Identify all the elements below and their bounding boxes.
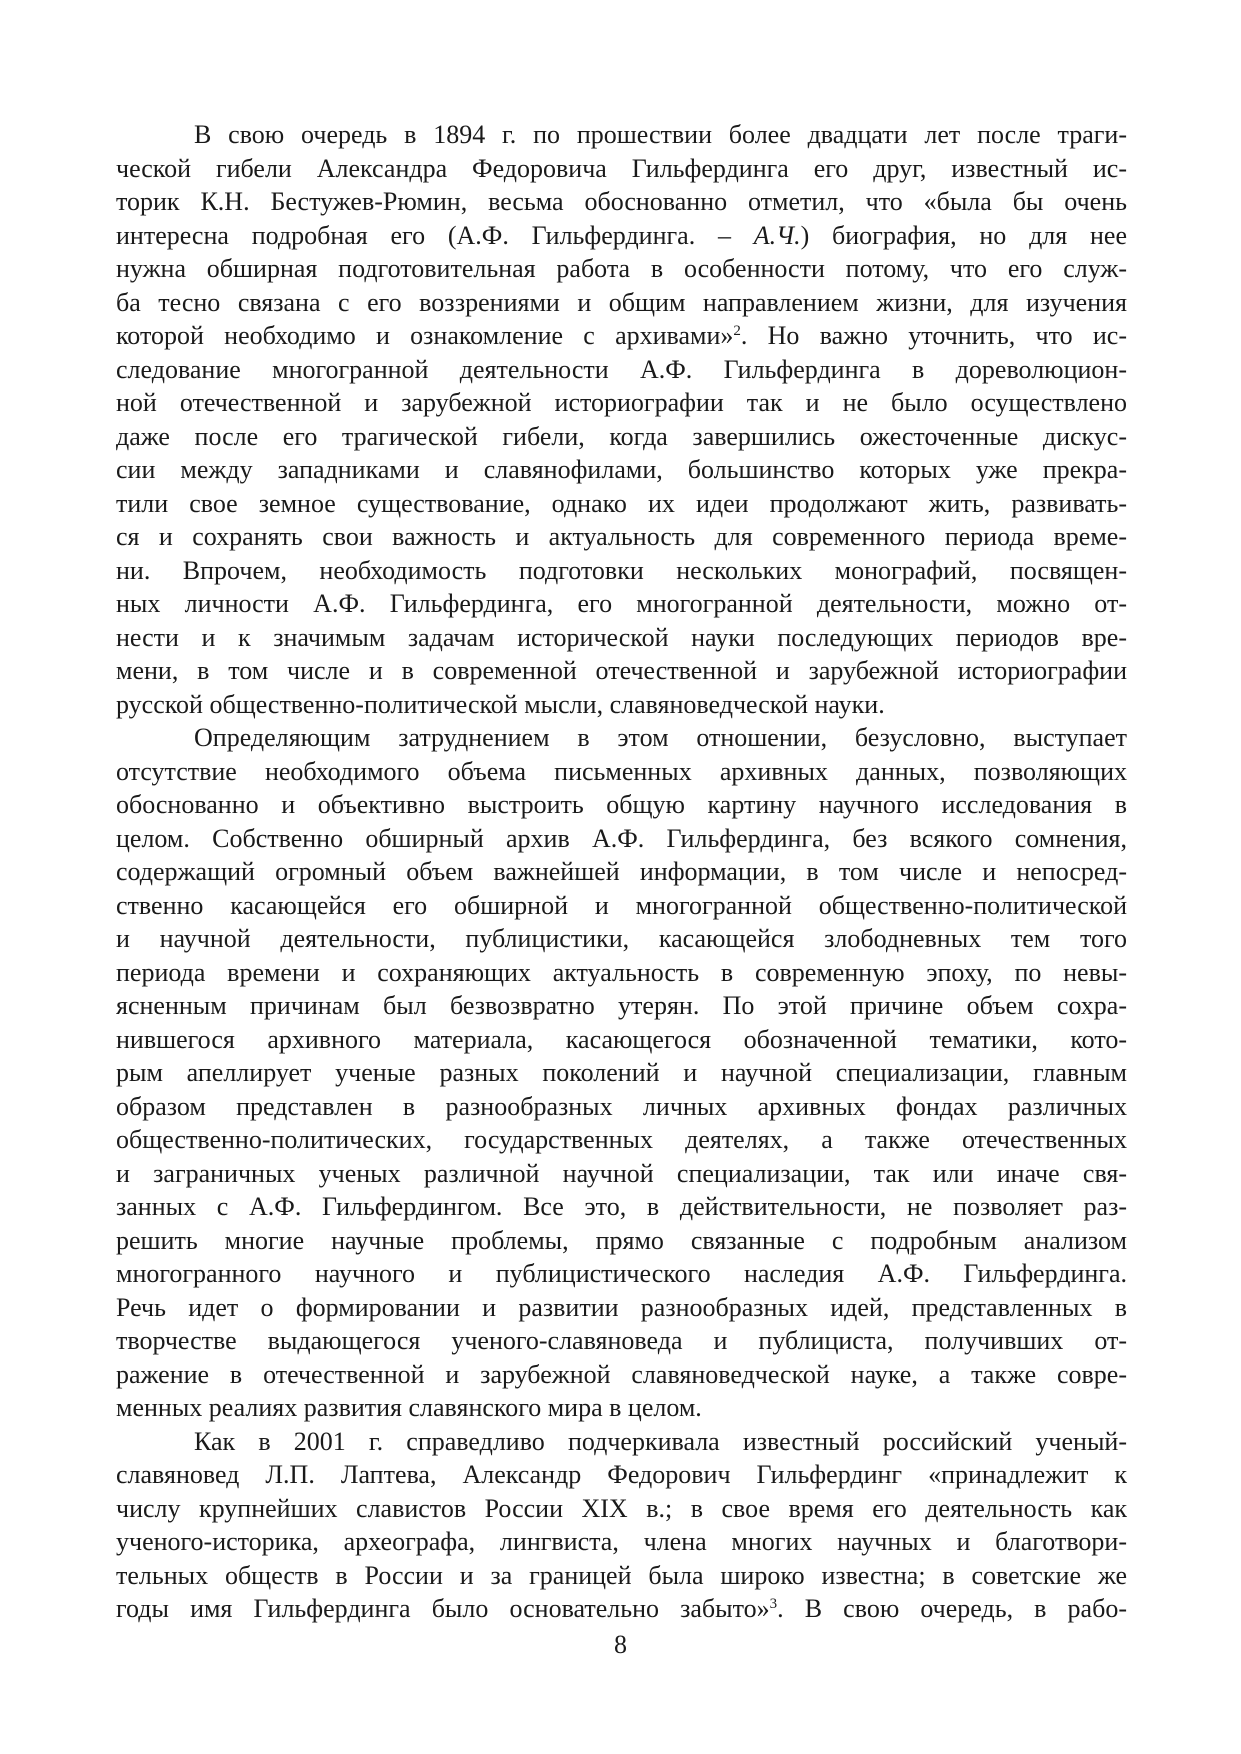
text-line: Речь идет о формировании и развитии разнообразных идей, представленных в <box>116 1292 1127 1322</box>
text-line: ни. Впрочем, необходимость подготовки нескольких монографий, посвящен- <box>116 555 1127 585</box>
text-line: Определяющим затруднением в этом отношении, безусловно, выступает <box>194 723 1127 752</box>
text-line: ных личности А.Ф. Гильфердинга, его многогранной деятельности, можно от- <box>116 589 1127 618</box>
text-line: рым апеллирует ученые разных поколений и научной специализации, главным <box>116 1058 1127 1087</box>
paragraph-2 <box>116 721 1127 1425</box>
text-line: содержащий огромный объем важнейшей информации, в том числе и непосред- <box>116 857 1127 886</box>
text-line: решить многие научные проблемы, прямо связанные с подробным анализом <box>116 1225 1127 1255</box>
text-line: целом. Собственно обширный архив А.Ф. Гильфердинга, без всякого сомнения, <box>116 823 1127 853</box>
text-line: годы имя Гильфердинга было основательно забыто»$^3$. В свою очередь, в рабо- <box>116 1594 1127 1623</box>
text-line: ясненным причинам был безвозвратно утерян. По этой причине объем сохра- <box>116 991 1127 1020</box>
text-line: тельных обществ в России и за границей была широко известна; в советские же <box>116 1560 1127 1590</box>
text-line: интересна подробная его (А.Ф. Гильфердинга. – А.Ч.) биография, но для нее <box>116 220 1128 250</box>
document-body <box>116 118 1127 1626</box>
text-line: торик К.Н. Бестужев-Рюмин, весьма обоснованно отметил, что «была бы очень <box>116 187 1127 216</box>
text-line: творчестве выдающегося ученого-славяноведа и публициста, получивших от- <box>116 1326 1127 1355</box>
text-line: нившегося архивного материала, касающегося обозначенной тематики, кото- <box>116 1024 1127 1054</box>
text-line: нужна обширная подготовительная работа в особенности потому, что его служ- <box>116 254 1127 283</box>
text-line: тили свое земное существование, однако их идеи продолжают жить, развивать- <box>116 488 1127 518</box>
text-line: нести и к значимым задачам исторической науки последующих периодов вре- <box>116 622 1127 652</box>
paragraph-1 <box>116 118 1127 721</box>
text-line: занных с А.Ф. Гильфердингом. Все это, в действительности, не позволяет раз- <box>116 1192 1127 1221</box>
text-line: менных реалиях развития славянского мира в целом. <box>116 1393 702 1422</box>
page-number: 8 <box>614 1630 627 1659</box>
text-line: сии между западниками и славянофилами, большинство которых уже прекра- <box>116 455 1127 484</box>
text-line: славяновед Л.П. Лаптева, Александр Федорович Гильфердинг «принадлежит к <box>116 1460 1127 1489</box>
text-line: В свою очередь в 1894 г. по прошествии более двадцати лет после траги- <box>194 120 1127 149</box>
text-line: ученого-историка, археографа, лингвиста, члена многих научных и благотвори- <box>116 1527 1127 1556</box>
text-line: ба тесно связана с его воззрениями и общим направлением жизни, для изучения <box>116 287 1127 317</box>
text-line: мени, в том числе и в современной отечественной и зарубежной историографии <box>116 656 1127 685</box>
text-line: и заграничных ученых различной научной специализации, так или иначе свя- <box>116 1158 1127 1188</box>
text-line: числу крупнейших славистов России XIX в.; в свое время его деятельность как <box>116 1493 1127 1523</box>
text-line: периода времени и сохраняющих актуальность в современную эпоху, по невы- <box>116 957 1127 987</box>
text-line: ной отечественной и зарубежной историографии так и не было осуществлено <box>116 388 1127 417</box>
text-line: русской общественно-политической мысли, славяноведческой науки. <box>116 689 885 719</box>
text-line: отсутствие необходимого объема письменных архивных данных, позволяющих <box>116 756 1127 786</box>
text-line: ся и сохранять свои важность и актуальность для современного периода време- <box>116 522 1127 551</box>
text-line: ражение в отечественной и зарубежной славяноведческой науке, а также совре- <box>116 1359 1127 1389</box>
text-line: ческой гибели Александра Федоровича Гильфердинга его друг, известный ис- <box>116 153 1127 183</box>
text-line: обоснованно и объективно выстроить общую картину научного исследования в <box>116 790 1127 819</box>
text-line: ственно касающейся его обширной и многогранной общественно-политической <box>116 890 1127 920</box>
text-line: даже после его трагической гибели, когда завершились ожесточенные дискус- <box>116 421 1127 451</box>
text-line: образом представлен в разнообразных личных архивных фондах различных <box>116 1091 1127 1121</box>
text-line: Как в 2001 г. справедливо подчеркивала известный российский ученый- <box>194 1426 1127 1456</box>
paragraph-3 <box>116 1425 1127 1626</box>
text-line: следование многогранной деятельности А.Ф. Гильфердинга в дореволюцион- <box>116 354 1127 384</box>
text-line: многогранного научного и публицистического наследия А.Ф. Гильфердинга. <box>116 1259 1127 1288</box>
text-line: общественно-политических, государственных деятелях, а также отечественных <box>116 1125 1127 1154</box>
text-line: и научной деятельности, публицистики, касающейся злободневных тем того <box>116 924 1127 953</box>
text-line: которой необходимо и ознакомление с архивами»$^2$. Но важно уточнить, что ис- <box>116 321 1128 350</box>
